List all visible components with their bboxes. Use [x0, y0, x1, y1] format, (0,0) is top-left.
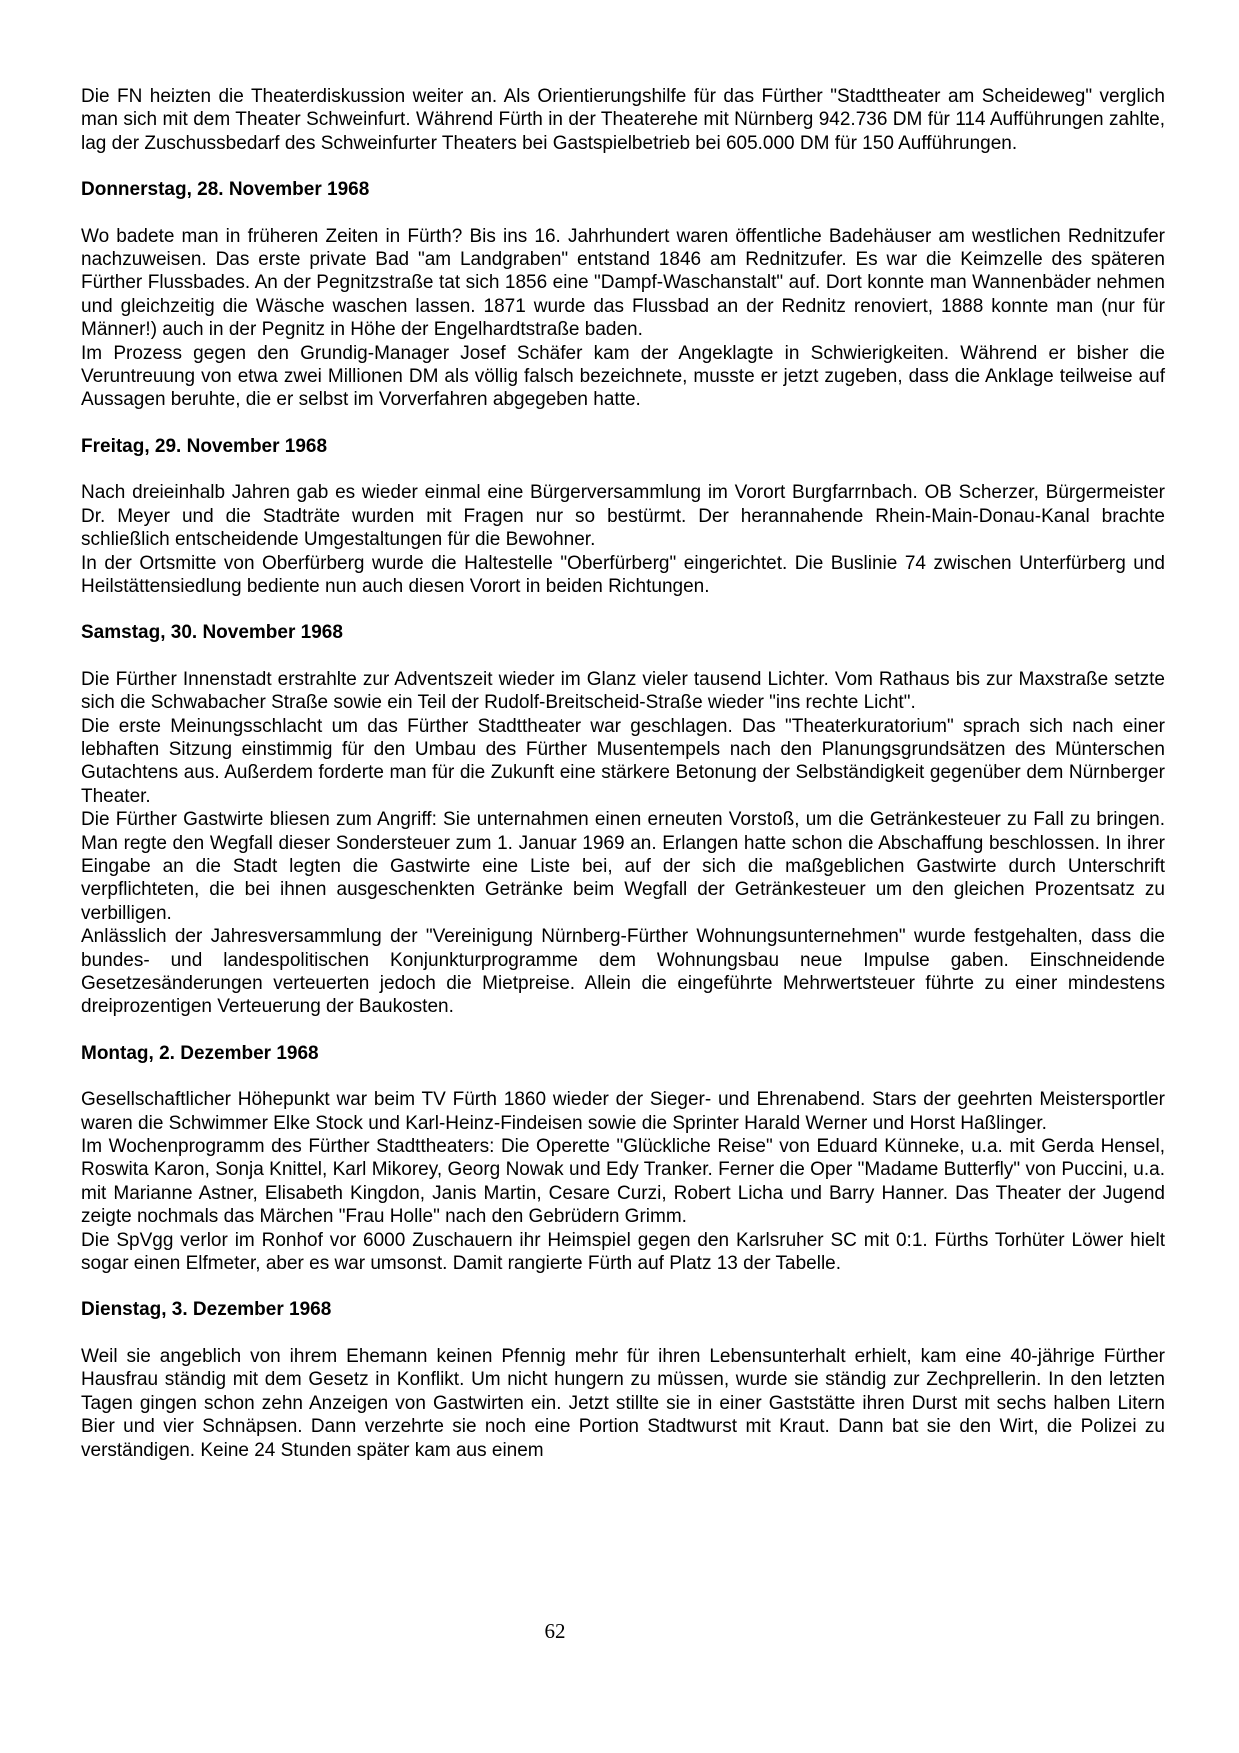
- section-heading: Donnerstag, 28. November 1968: [81, 179, 370, 201]
- paragraph: Die Fürther Gastwirte bliesen zum Angriff: Sie unternahmen einen erneuten Vorstoß, um die Getränkesteuer zu Fall zu bringen. Man regte den Wegfall dieser Sondersteuer zum 1. Januar 1969 an. Erlangen hatte schon die Abschaffung beschlossen. In ihrer Eingabe an die Stadt legten die Gastwirte eine Liste bei, auf der sich die maßgeblichen Gastwirte durch Unterschrift verpflichteten, die bei ihnen ausgeschenkten Getränke beim Wegfall der Getränkesteuer um den gleichen Prozentsatz zu verbilligen.: [81, 809, 1165, 924]
- paragraph: Anlässlich der Jahresversammlung der "Vereinigung Nürnberg-Fürther Wohnungsunternehmen" wurde festgehalten, dass die bundes- und landespolitischen Konjunkturprogramme dem Wohnungsbau neue Impulse gaben. Einschneidende Gesetzesänderungen verteuerten jedoch die Mietpreise. Allein die eingeführte Mehrwertsteuer führte zu einer mindestens dreiprozentigen Verteuerung der Baukosten.: [81, 926, 1165, 1018]
- paragraph: In der Ortsmitte von Oberfürberg wurde die Haltestelle "Oberfürberg" eingerichtet. Die Buslinie 74 zwischen Unterfürberg und Heilstättensiedlung bediente nun auch diesen Vorort in beiden Richtungen.: [81, 552, 1165, 597]
- paragraph: Die FN heizten die Theaterdiskussion weiter an. Als Orientierungshilfe für das Fürther "Stadttheater am Scheideweg" verglich man sich mit dem Theater Schweinfurt. Während Fürth in der Theaterehe mit Nürnberg 942.736 DM für 114 Aufführungen zahlte, lag der Zuschussbedarf des Schweinfurter Theaters bei Gastspielbetrieb bei 605.000 DM für 150 Aufführungen.: [81, 86, 1165, 154]
- paragraph: Die Fürther Innenstadt erstrahlte zur Adventszeit wieder im Glanz vieler tausend Lichter. Vom Rathaus bis zur Maxstraße setzte sich die Schwabacher Straße sowie ein Teil der Rudolf-Breitscheid-Straße wieder "ins rechte Licht".: [81, 668, 1165, 714]
- paragraph: Weil sie angeblich von ihrem Ehemann keinen Pfennig mehr für ihren Lebensunterhalt erhielt, kam eine 40-jährige Fürther Hausfrau ständig mit dem Gesetz in Konflikt. Um nicht hungern zu müssen, wurde sie ständig zur Zechprellerin. In den letzten Tagen gingen schon zehn Anzeigen von Gastwirten ein. Jetzt stillte sie in einer Gaststätte ihren Durst mit sechs halben Litern Bier und vier Schnäpsen. Dann verzehrte sie noch eine Portion Stadtwurst mit Kraut. Dann bat sie den Wirt, die Polizei zu verständigen. Keine 24 Stunden später kam aus einem: [81, 1345, 1165, 1461]
- section-heading: Montag, 2. Dezember 1968: [81, 1042, 319, 1064]
- paragraph: Die erste Meinungsschlacht um das Fürther Stadttheater war geschlagen. Das "Theaterkuratorium" sprach sich nach einer lebhaften Sitzung einstimmig für den Umbau des Fürther Musentempels nach den Planungsgrundsätzen des Münterschen Gutachtens aus. Außerdem forderte man für die Zukunft eine stärkere Betonung der Selbständigkeit gegenüber dem Nürnberger Theater.: [81, 715, 1165, 807]
- document-body: [81, 85, 1165, 1462]
- paragraph: Im Wochenprogramm des Fürther Stadttheaters: Die Operette "Glückliche Reise" von Eduard Künneke, u.a. mit Gerda Hensel, Roswita Karon, Sonja Knittel, Karl Mikorey, Georg Nowak und Edy Tranker. Ferner die Oper "Madame Butterfly" von Puccini, u.a. mit Marianne Astner, Elisabeth Kingdon, Janis Martin, Cesare Curzi, Robert Licha und Barry Hanner. Das Theater der Jugend zeigte nochmals das Märchen "Frau Holle" nach den Gebrüdern Grimm.: [81, 1136, 1165, 1228]
- section-heading: Freitag, 29. November 1968: [81, 435, 328, 457]
- paragraph: Die SpVgg verlor im Ronhof vor 6000 Zuschauern ihr Heimspiel gegen den Karlsruher SC mit 0:1. Fürths Torhüter Löwer hielt sogar einen Elfmeter, aber es war umsonst. Damit rangierte Fürth auf Platz 13 der Tabelle.: [81, 1229, 1165, 1275]
- paragraph: Wo badete man in früheren Zeiten in Fürth? Bis ins 16. Jahrhundert waren öffentliche Badehäuser am westlichen Rednitzufer nachzuweisen. Das erste private Bad "am Landgraben" entstand 1846 am Rednitzufer. Es war die Keimzelle des späteren Fürther Flussbades. An der Pegnitzstraße tat sich 1856 eine "Dampf-Waschanstalt" auf. Dort konnte man Wannenbäder nehmen und gleichzeitig die Wäsche waschen lassen. 1871 wurde das Flussbad an der Rednitz renoviert, 1888 konnte man (nur für Männer!) auch in der Pegnitz in Höhe der Engelhardtstraße baden.: [81, 225, 1165, 341]
- paragraph: Nach dreieinhalb Jahren gab es wieder einmal eine Bürgerversammlung im Vorort Burgfarrnbach. OB Scherzer, Bürgermeister Dr. Meyer und die Stadträte wurden mit Fragen nur so bestürmt. Der herannahende Rhein-Main-Donau-Kanal brachte schließlich entscheidende Umgestaltungen für die Bewohner.: [81, 482, 1165, 551]
- section-heading: Samstag, 30. November 1968: [81, 622, 343, 644]
- page-number: 62: [544, 1619, 566, 1643]
- section-heading: Dienstag, 3. Dezember 1968: [81, 1299, 332, 1321]
- paragraph: Im Prozess gegen den Grundig-Manager Josef Schäfer kam der Angeklagte in Schwierigkeiten. Während er bisher die Veruntreuung von etwa zwei Millionen DM als völlig falsch bezeichnete, musste er jetzt zugeben, dass die Anklage teilweise auf Aussagen beruhte, die er selbst im Vorverfahren abgegeben hatte.: [81, 342, 1165, 411]
- paragraph: Gesellschaftlicher Höhepunkt war beim TV Fürth 1860 wieder der Sieger- und Ehrenabend. Stars der geehrten Meistersportler waren die Schwimmer Elke Stock und Karl-Heinz-Findeisen sowie die Sprinter Harald Werner und Horst Haßlinger.: [81, 1089, 1165, 1134]
